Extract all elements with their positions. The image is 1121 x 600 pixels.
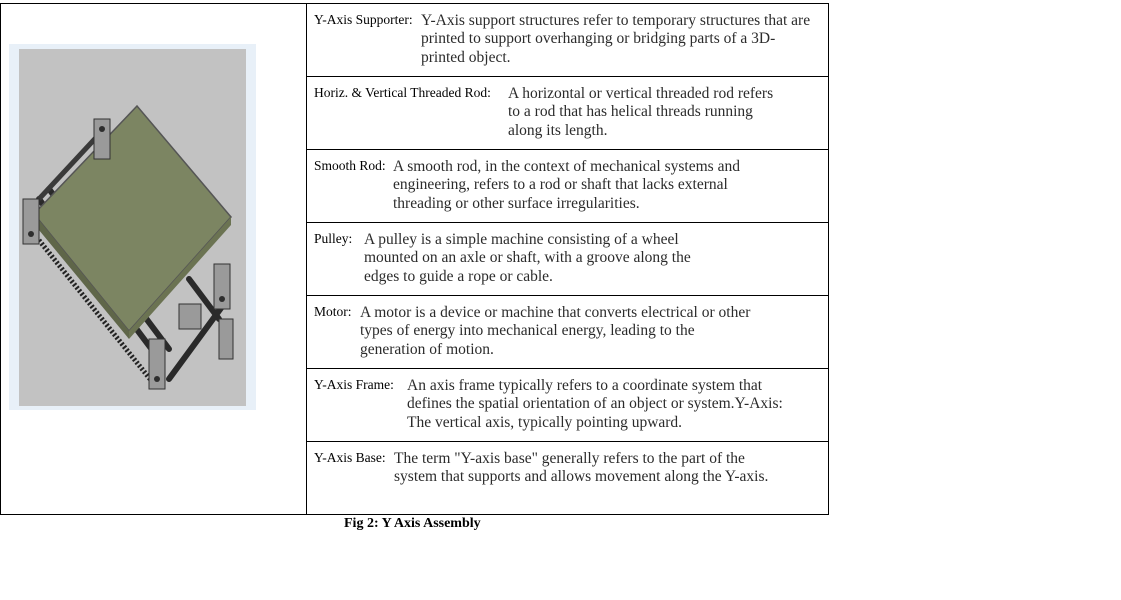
table-row	[307, 442, 829, 515]
component-description: A horizontal or vertical threaded rod refers to a rod that has helical threads running along its length.	[508, 85, 774, 139]
component-description: A pulley is a simple machine consisting of a wheel mounted on an axle or shaft, with a groove along the edges to guide a rope or cable.	[364, 231, 691, 285]
component-term: Y-Axis Supporter:	[314, 12, 413, 27]
component-description: A motor is a device or machine that converts electrical or other types of energy into mechanical energy, leading to the generation of motion.	[360, 304, 751, 358]
component-description: A smooth rod, in the context of mechanical systems and engineering, refers to a rod or shaft that lacks external threading or other surface irregularities.	[393, 158, 740, 212]
table-row	[307, 223, 829, 296]
component-description: The term "Y-axis base" generally refers to the part of the system that supports and allows movement along the Y-axis.	[394, 450, 769, 486]
table-row	[307, 296, 829, 369]
table-row	[307, 77, 829, 150]
component-term: Pulley:	[314, 231, 353, 246]
table-row	[307, 150, 829, 223]
figure-table	[0, 3, 829, 515]
component-term: Smooth Rod:	[314, 158, 386, 173]
component-description: Y-Axis support structures refer to temporary structures that are printed to support overhanging or bridging parts of a 3D-printed object.	[421, 12, 811, 66]
assembly-image	[9, 44, 256, 410]
component-description: An axis frame typically refers to a coordinate system that defines the spatial orientation of an object or system.Y-Axis: The vertical axis, typically pointing upward.	[407, 377, 783, 431]
component-term: Y-Axis Frame:	[314, 377, 394, 392]
table-row	[307, 369, 829, 442]
y-axis-assembly-render	[19, 49, 246, 406]
image-cell	[1, 4, 307, 514]
component-term: Motor:	[314, 304, 352, 319]
component-term: Y-Axis Base:	[314, 450, 386, 465]
table-row	[307, 4, 829, 77]
figure-caption: Fig 2: Y Axis Assembly	[344, 516, 481, 531]
component-term: Horiz. & Vertical Threaded Rod:	[314, 85, 491, 100]
component-rows	[307, 4, 829, 514]
